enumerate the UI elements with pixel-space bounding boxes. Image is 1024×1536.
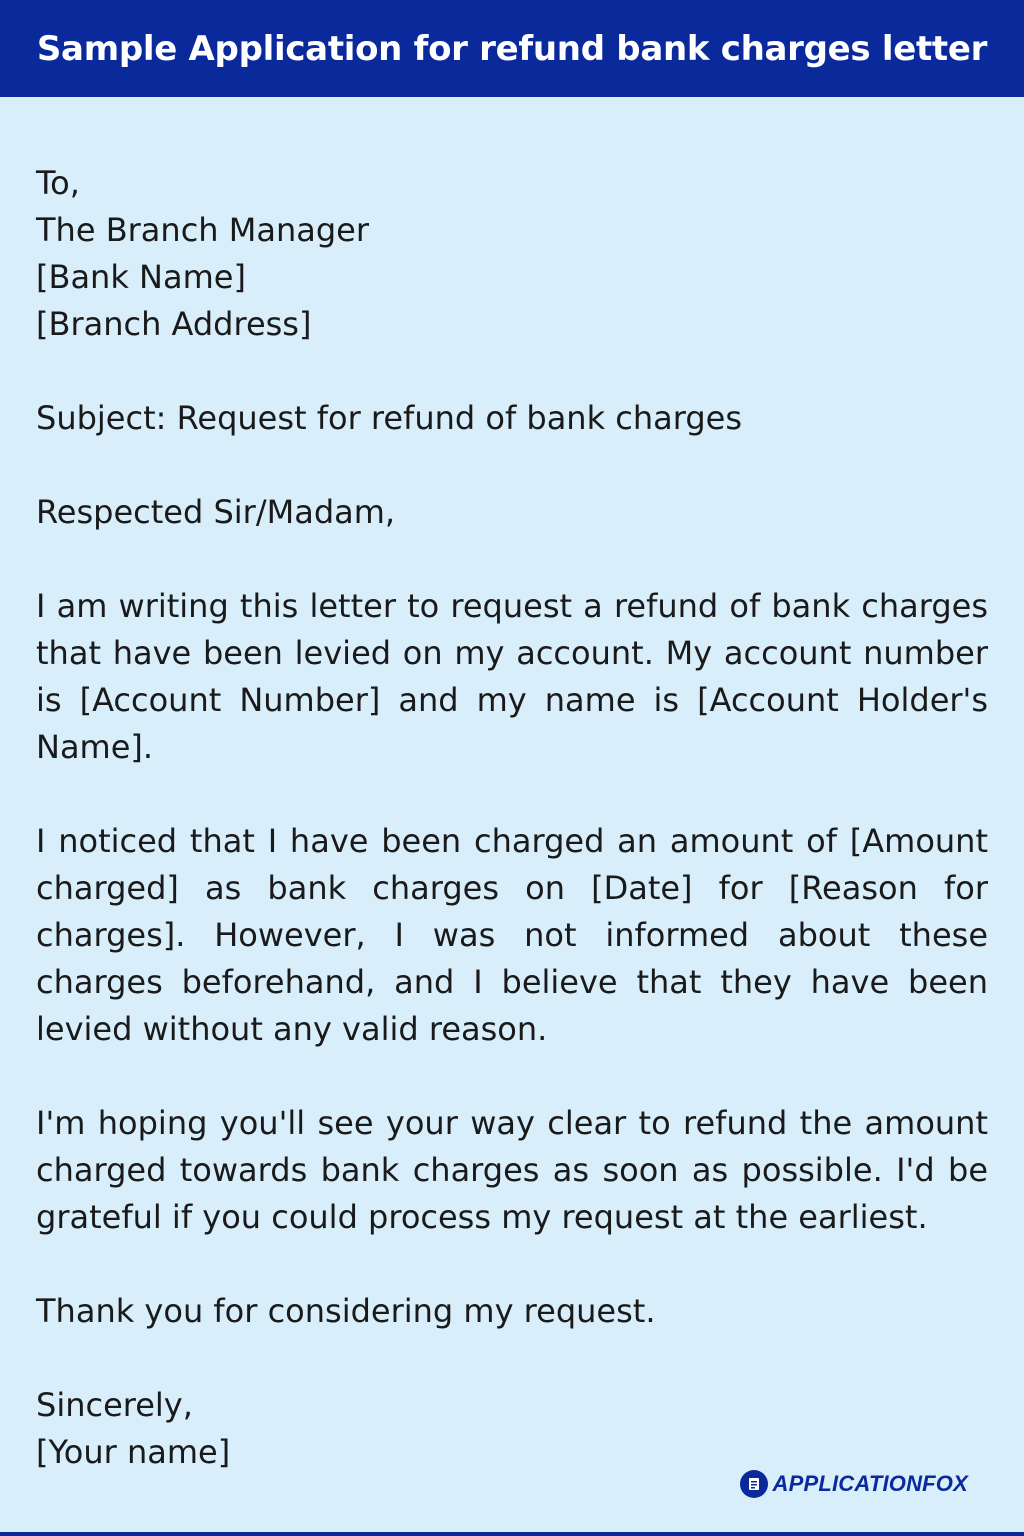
address-line: To,: [36, 164, 80, 202]
paragraph-thanks: Thank you for considering my request.: [36, 1292, 656, 1330]
subject-text: Subject: Request for refund of bank charges: [36, 399, 743, 437]
signature-text: [Your name]: [36, 1433, 231, 1471]
address-line: [Branch Address]: [36, 305, 312, 343]
document-icon: [740, 1470, 768, 1498]
header-banner: [0, 0, 1024, 97]
recipient-address: [36, 160, 988, 348]
bottom-border: [0, 1532, 1024, 1536]
closing-text: Sincerely,: [36, 1386, 193, 1424]
paragraph-request: I'm hoping you'll see your way clear to refund the amount charged towards bank charges as soon as possible. I'd be grateful if you could process my request at the earliest.: [36, 1104, 988, 1236]
address-line: [Bank Name]: [36, 258, 246, 296]
salutation-text: Respected Sir/Madam,: [36, 493, 396, 531]
letter-body: [36, 160, 988, 1476]
address-line: The Branch Manager: [36, 211, 369, 249]
paragraph-details: I noticed that I have been charged an amount of [Amount charged] as bank charges on [Date] for [Reason for charges]. However, I was not informed about these charges beforehand, and I believe that they have been levied without any valid reason.: [36, 822, 988, 1048]
salutation: [36, 489, 988, 536]
signoff: [36, 1382, 988, 1476]
brand-name: APPLICATIONFOX: [772, 1471, 968, 1496]
page-title: Sample Application for refund bank charges letter: [36, 28, 988, 69]
brand-logo: [740, 1470, 968, 1498]
subject-line: [36, 395, 988, 442]
paragraph-intro: I am writing this letter to request a refund of bank charges that have been levied on my account. My account number is [Account Number] and my name is [Account Holder's Name].: [36, 587, 988, 766]
